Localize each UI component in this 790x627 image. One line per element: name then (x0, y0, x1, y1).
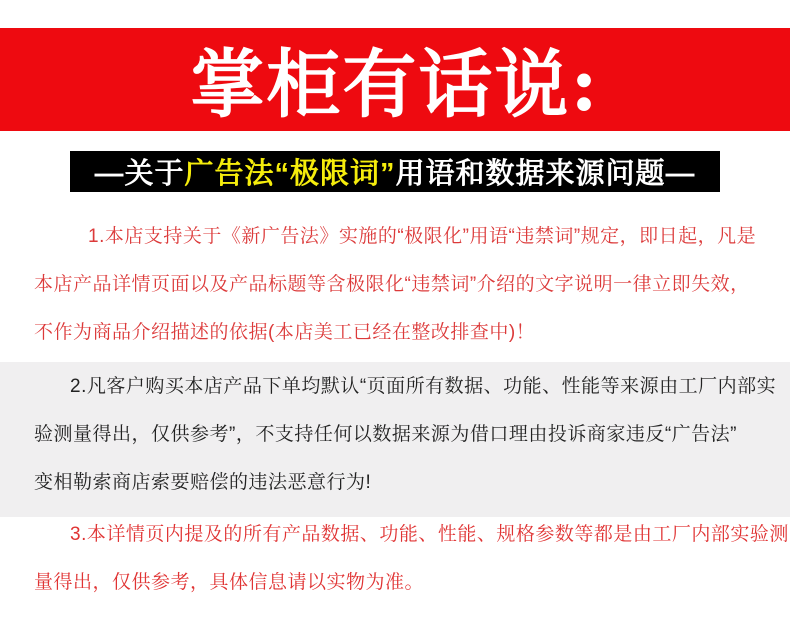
paragraph-3 (34, 511, 789, 607)
paragraph-2-line-1: 2.凡客户购买本店产品下单均默认“页面所有数据、功能、性能等来源由工厂内部实 (70, 376, 777, 397)
header-banner (0, 28, 790, 131)
subtitle-highlight: 广告法“极限词” (184, 158, 396, 190)
paragraph-2-line-3: 变相勒索商店索要赔偿的违法恶意行为! (34, 472, 372, 493)
paragraph-1-line-2: 本店产品详情页面以及产品标题等含极限化“违禁词”介绍的文字说明一律立即失效， (34, 274, 750, 295)
paragraph-3-line-1: 3.本详情页内提及的所有产品数据、功能、性能、规格参数等都是由工厂内部实验测 (70, 524, 789, 545)
paragraph-2 (34, 363, 777, 507)
subtitle-bar (70, 151, 720, 192)
page-title: 掌柜有话说: (190, 41, 600, 128)
paragraph-2-line-2: 验测量得出，仅供参考”，不支持任何以数据来源为借口理由投诉商家违反“广告法” (34, 424, 737, 445)
paragraph-1 (34, 213, 774, 357)
subtitle-text-right: 用语和数据来源问题— (395, 158, 696, 190)
paragraph-1-line-3: 不作为商品介绍描述的依据(本店美工已经在整改排查中)！ (34, 322, 536, 343)
subtitle-text-left: —关于 (94, 158, 185, 190)
paragraph-3-line-2: 量得出，仅供参考，具体信息请以实物为准。 (34, 572, 425, 593)
paragraph-1-line-1: 1.本店支持关于《新广告法》实施的“极限化”用语“违禁词”规定，即日起，凡是 (88, 226, 757, 247)
